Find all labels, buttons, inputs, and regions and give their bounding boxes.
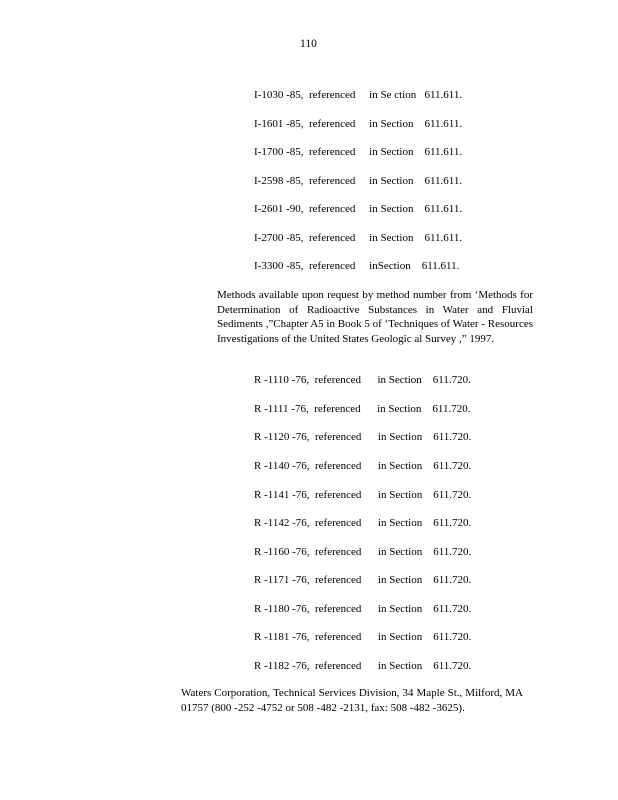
r-reference-1182: R -1182 -76, referenced in Section 611.720. — [254, 660, 472, 672]
address-paragraph: Waters Corporation, Technical Services Division, 34 Maple St., Milford, MA 01757 (800 -252 -4752 or 508 -482 -2131, fax: 508 -482 -3625). — [181, 687, 523, 714]
r-reference-1181: R -1181 -76, referenced in Section 611.720. — [254, 631, 472, 643]
r-reference-1142: R -1142 -76, referenced in Section 611.720. — [254, 517, 472, 529]
i-reference-1030: I-1030 -85, referenced in Se ction 611.611. — [254, 89, 463, 101]
r-reference-1111: R -1111 -76, referenced in Section 611.720. — [254, 403, 471, 415]
page-number: 110 — [300, 38, 317, 50]
r-reference-1141: R -1141 -76, referenced in Section 611.720. — [254, 489, 472, 501]
i-reference-3300: I-3300 -85, referenced inSection 611.611. — [254, 260, 460, 272]
i-reference-2601: I-2601 -90, referenced in Section 611.611. — [254, 203, 463, 215]
r-reference-1160: R -1160 -76, referenced in Section 611.720. — [254, 546, 472, 558]
i-reference-1601: I-1601 -85, referenced in Section 611.611. — [254, 118, 463, 130]
i-reference-1700: I-1700 -85, referenced in Section 611.611. — [254, 146, 463, 158]
i-reference-2700: I-2700 -85, referenced in Section 611.611. — [254, 232, 463, 244]
r-reference-1180: R -1180 -76, referenced in Section 611.720. — [254, 603, 472, 615]
r-reference-1110: R -1110 -76, referenced in Section 611.720. — [254, 374, 471, 386]
r-reference-1140: R -1140 -76, referenced in Section 611.720. — [254, 460, 472, 472]
methods-paragraph: Methods available upon request by method number from ‘Methods for Determination of Radioactive Substances in Water and Fluvial Sediments ,”Chapter A5 in Book 5 of ‘Techniques of Water - Resources Investigations of the United States Geologic al Survey ,” 1997. — [217, 289, 533, 345]
r-reference-1120: R -1120 -76, referenced in Section 611.720. — [254, 431, 472, 443]
r-reference-1171: R -1171 -76, referenced in Section 611.720. — [254, 574, 472, 586]
i-reference-2598: I-2598 -85, referenced in Section 611.611. — [254, 175, 463, 187]
